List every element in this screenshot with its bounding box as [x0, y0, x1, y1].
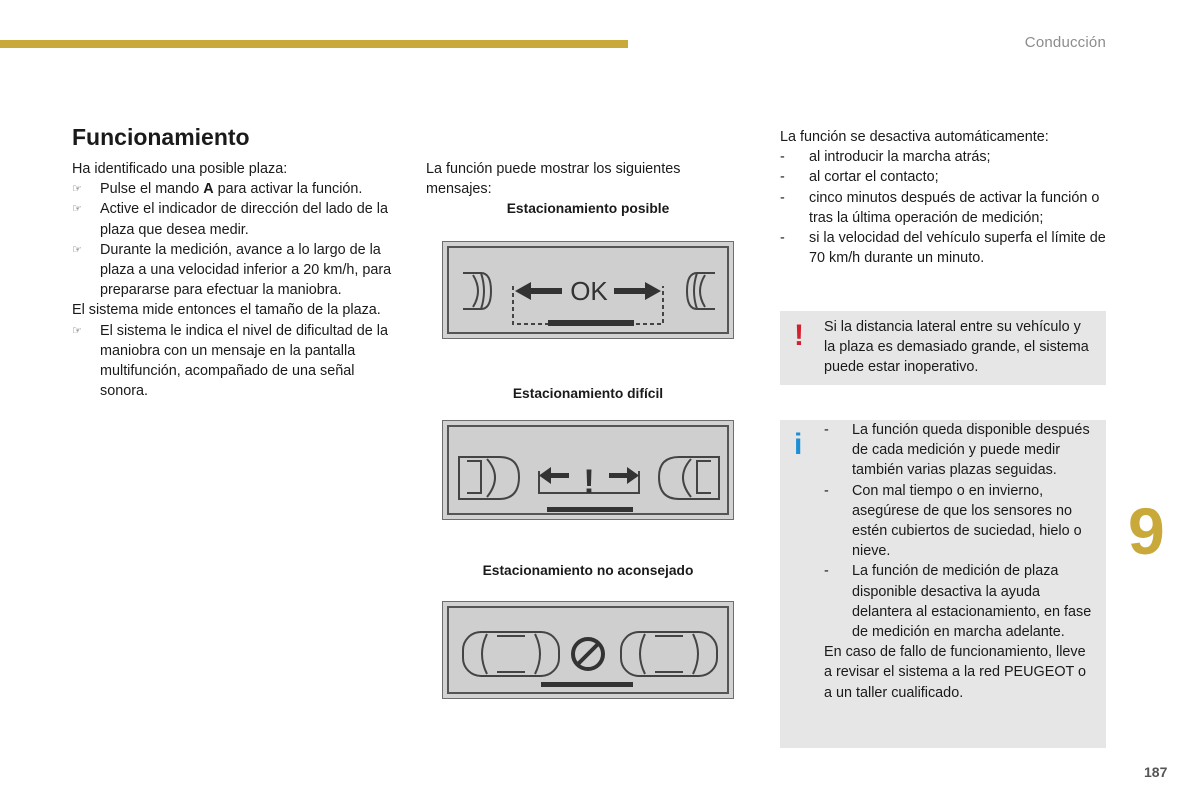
list-item: - al cortar el contacto; [780, 169, 939, 186]
deactivation-intro: La función se desactiva automáticamente: [780, 129, 1049, 145]
chapter-title: Conducción [1024, 34, 1106, 51]
info-text [824, 420, 1094, 703]
parking-difficult-illustration [443, 421, 735, 521]
info-footer: En caso de fallo de funcionamiento, lleve a revisar el sistema a la red PEUGEOT o a un taller cualificado. [824, 644, 1087, 701]
middle-text: El sistema mide entonces el tamaño de la plaza. [72, 302, 381, 319]
messages-intro: La función puede mostrar los siguientes mensajes: [426, 161, 681, 198]
list-item: - La función queda disponible después de cada medición y puede medir también varias plazas seguidas. [824, 422, 1090, 479]
display-parking-not-advised [442, 601, 734, 699]
parking-ok-illustration [443, 242, 735, 340]
display-parking-possible [442, 241, 734, 339]
exclamation-symbol: ! [583, 463, 595, 501]
caption-parking-possible: Estacionamiento posible [506, 201, 670, 216]
display-parking-difficult [442, 420, 734, 520]
chapter-number: 9 [1128, 494, 1165, 568]
list-item: ☞ Active el indicador de dirección del lado de la plaza que desea medir. [72, 201, 388, 238]
list-item: - Con mal tiempo o en invierno, asegúrese de que los sensores no estén cubiertos de suciedad, hielo o nieve. [824, 482, 1082, 560]
info-note [780, 420, 1106, 748]
pointing-hand-icon: ☞ [72, 243, 82, 256]
caption-parking-difficult: Estacionamiento difícil [512, 386, 664, 401]
ok-symbol: OK [570, 276, 608, 306]
pointing-hand-icon: ☞ [72, 203, 82, 216]
list-item: ☞ Durante la medición, avance a lo largo de la plaza a una velocidad inferior a 20 km/h, para prepararse para efectuar la maniobra. [72, 241, 392, 299]
intro-text: Ha identificado una posible plaza: [72, 161, 288, 177]
list-item: - cinco minutos después de activar la función o tras la última operación de medición; [780, 189, 1100, 226]
header-accent-bar [0, 40, 628, 48]
list-item: - La función de medición de plaza disponible desactiva la ayuda delantera al estacionamiento, en fase de medición en marcha adelante. [824, 563, 1092, 641]
column-deactivation [780, 127, 1110, 268]
list-item: ☞ El sistema le indica el nivel de dificultad de la maniobra con un mensaje en la pantalla multifunción, acompañado de una señal sonora. [72, 322, 388, 400]
warning-icon: ! [794, 319, 804, 352]
warning-text: Si la distancia lateral entre su vehículo y la plaza es demasiado grande, el sistema puede estar inoperativo. [824, 319, 1089, 376]
info-icon: i [794, 428, 803, 461]
parking-not-advised-illustration [443, 602, 735, 700]
warning-note [780, 311, 1106, 385]
section-title: Funcionamiento [72, 124, 250, 150]
no-entry-icon [573, 639, 603, 669]
pointing-hand-icon: ☞ [72, 183, 82, 196]
list-item: - si la velocidad del vehículo superfa el límite de 70 km/h durante un minuto. [780, 230, 1106, 267]
list-item: - al introducir la marcha atrás; [780, 149, 991, 166]
caption-parking-not-advised: Estacionamiento no aconsejado [482, 563, 694, 578]
pointing-hand-icon: ☞ [72, 324, 82, 337]
page-number: 187 [1144, 764, 1168, 780]
list-item: ☞ Pulse el mando A para activar la función. [72, 179, 402, 199]
column-instructions [72, 159, 402, 401]
